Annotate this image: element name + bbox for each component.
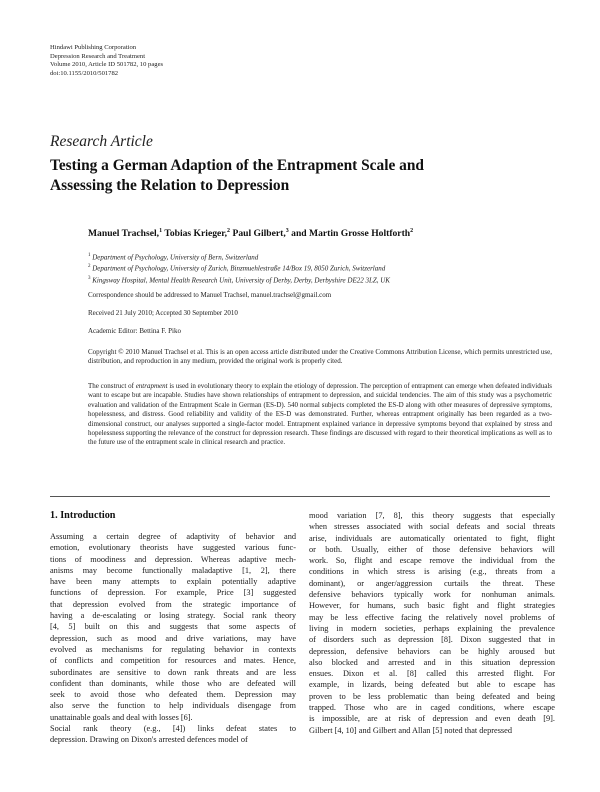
body-text-line: emotion, evolutionary theorists have suggested various func- <box>50 543 296 553</box>
body-text-line: However, for humans, such basic fight and flight strategies <box>309 601 555 611</box>
body-text-line: evolved as mechanisms for regulating behavior in contexts <box>50 644 296 654</box>
body-text-line: Gilbert [4, 10] and Gilbert and Allan [5] noted that depressed <box>309 725 512 735</box>
article-title <box>50 156 570 196</box>
abstract-term: entrapment <box>135 382 168 390</box>
publisher: Hindawi Publishing Corporation <box>50 44 137 51</box>
journal-name: Depression Research and Treatment <box>50 52 146 60</box>
body-text-line: Assuming a certain degree of adaptivity of behavior and <box>50 532 296 541</box>
right-column <box>309 510 555 736</box>
section-divider <box>50 496 550 497</box>
body-text-line: also blocked and arrested and in this situation depression <box>309 657 555 667</box>
body-text-line: living in modern societies, perhaps explaining the prevalence <box>309 623 555 633</box>
article-type: Research Article <box>50 133 153 150</box>
body-text-line: dominant), or anger/aggression curtails the threat. These <box>309 578 555 588</box>
body-text-line: have been many attempts to explain potentially adaptive <box>50 577 296 587</box>
body-text-line: anisms may become functionally maladaptive [1, 2], there <box>50 565 296 575</box>
affiliation-3: $^3$ Kingsway Hospital, Mental Health Research Unit, University of Derby, Derby, Derbyshire DE22 3LZ, UK <box>88 275 390 284</box>
author-2[interactable]: Tobias Krieger,$^2$ <box>164 228 231 240</box>
body-text-line: example, in lizards, being defeated but able to escape has <box>309 680 555 690</box>
body-text-line: seek to avoid those who defeated them. Depression may <box>50 690 296 700</box>
author-3[interactable]: Paul Gilbert,$^3$ <box>232 228 289 240</box>
body-text-line: depression. Drawing on Dixon's arrested defences model of <box>50 735 248 745</box>
correspondence: Correspondence should be addressed to Manuel Trachsel, manuel.trachsel@gmail.com <box>88 291 332 299</box>
body-text-line: also serve the function to help individuals disengage from <box>50 701 296 711</box>
journal-header <box>50 44 163 78</box>
body-text-line: mood variation [7, 8], this theory suggests that especially <box>309 511 555 520</box>
copyright-notice: Copyright © 2010 Manuel Trachsel et al. This is an open access article distributed under the Creative Commons Attribution License, which permits unrestricted use, distribution, and reproduction in any medium, provided the original work is properly cited. <box>88 348 552 366</box>
section-heading: 1. Introduction <box>50 510 116 521</box>
body-text-line: depression, defensive behaviors can be highly aroused but <box>309 646 555 656</box>
body-text-line: Social rank theory (e.g., [4]) links defeat states to <box>50 724 296 734</box>
body-text-line: unattainable goals and deal with losses [6]. <box>50 712 193 722</box>
body-text-line: proven to be less problematic than being defeated and being <box>309 691 555 701</box>
doi: doi:10.1155/2010/501782 <box>50 69 119 77</box>
left-column <box>50 531 296 746</box>
body-text-line: when stresses associated with social defeats and social threats <box>309 522 555 532</box>
body-text-line: trapped. Those who are in caged conditions, where escape <box>309 703 555 713</box>
body-text-line: subordinates are sensitive to down rank threats and are less <box>50 667 296 677</box>
abstract: The construct of entrapment is used in evolutionary theory to explain the etiology of depression. The perception of entrapment can emerge when defeated individuals want to escape but are incapable. Studies have shown relationships of entrapment to depression, and suicidal tendencies. The aim of this study was a psychometric evaluation and validation of the Entrapment Scale in German (ES-D). 540 normal subjects completed the ES-D along with other measures of depressive symptoms, hopelessness, and distress. Good reliability and validity of the ES-D was demonstrated. Further, whereas entrapment originally has been regarded as a two-dimensional construct, our analyses supported a single-factor model. Entrapment explained variance in depressive symptoms beyond that explained by stress and hopelessness supporting the relevance of the construct for depression research. These findings are discussed with regard to their theoretical implications as well as to the future use of the entrapment scale in clinical research and practice. <box>88 382 553 447</box>
body-text-line: of conflicts and competition for resources and mates. Hence, <box>50 656 296 666</box>
body-text-line: may be less effective facing the relatively novel problems of <box>309 612 555 622</box>
body-text-line: defensive behaviors typically work for nonhuman animals. <box>309 590 555 600</box>
body-text-line: arise, individuals are automatically orientated to fight, flight <box>309 533 555 543</box>
body-text-line: functions of depression. For example, Price [3] suggested <box>50 588 296 598</box>
body-text-line: ensues. Dixon et al. [8] called this arrested flight. For <box>309 669 555 679</box>
body-text-line: that depression evolved from the strategic importance of <box>50 599 296 609</box>
volume-info: Volume 2010, Article ID 501782, 10 pages <box>50 61 164 69</box>
body-text-line: is impossible, are at risk of depression and even death [9]. <box>309 714 555 724</box>
body-text-line: [4, 5] built on this and suggests that some aspects of <box>50 622 296 632</box>
body-text-line: depression, such as mood and drive variations, may have <box>50 633 296 643</box>
body-text-line: work. So, flight and escape remove the individual from the <box>309 556 555 566</box>
academic-editor: Academic Editor: Bettina F. Piko <box>88 327 181 335</box>
author-4[interactable]: and Martin Grosse Holtforth$^2$ <box>291 228 414 240</box>
affiliations <box>88 251 390 285</box>
body-text-line: tions of moodiness and depression. Whereas adaptive mech- <box>50 554 296 564</box>
affiliation-1: $^1$ Department of Psychology, University of Bern, Switzerland <box>88 253 259 262</box>
body-text-line: having a de-escalating or losing strategy. Social rank theory <box>50 611 296 621</box>
affiliation-2: $^2$ Department of Psychology, University of Zurich, Binzmuehlestraße 14/Box 19, 8050 Zurich, Switzerland <box>88 264 386 273</box>
body-text-line: conditions in which stress is arising (e.g., threats from a <box>309 567 555 577</box>
author-list <box>88 228 413 239</box>
body-text-line: confident than dominants, while those who are defeated will <box>50 678 296 688</box>
title-line-1: Testing a German Adaption of the Entrapment Scale and <box>50 157 424 174</box>
author-1[interactable]: Manuel Trachsel,$^1$ <box>88 228 163 240</box>
received-dates: Received 21 July 2010; Accepted 30 September 2010 <box>88 309 238 317</box>
body-text-line: of disorders such as depression [8]. Dixon suggested that in <box>309 635 555 645</box>
body-text-line: or both. Usually, either of those defensive behaviors will <box>309 544 555 554</box>
title-line-2: Assessing the Relation to Depression <box>50 177 290 194</box>
